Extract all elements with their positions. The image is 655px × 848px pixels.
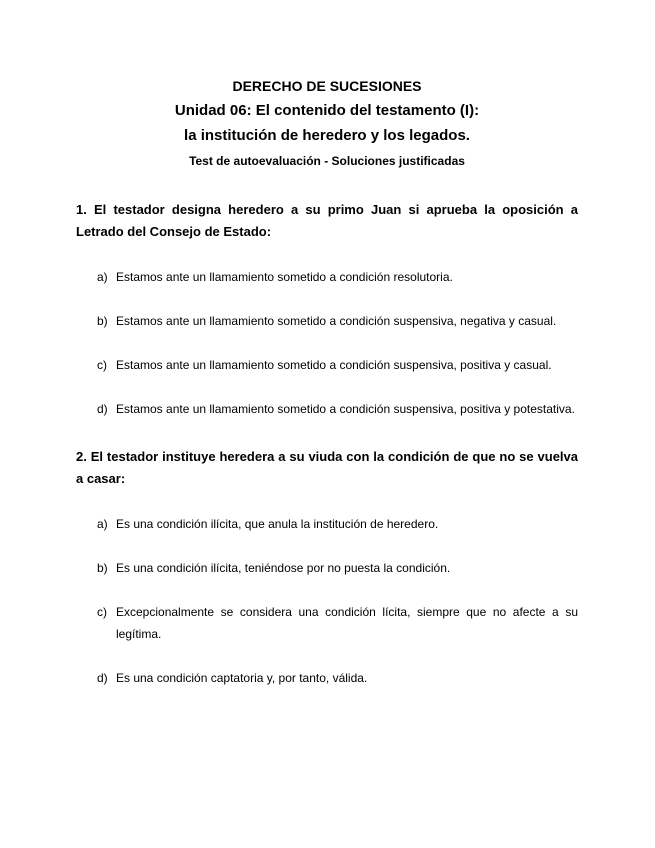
- option-letter: c): [97, 358, 107, 372]
- option-letter: d): [97, 671, 108, 685]
- unit-title: Unidad 06: El contenido del testamento (I):: [174, 102, 480, 119]
- option-text: Es una condición captatoria y, por tanto, válida.: [116, 671, 368, 685]
- option-b: [76, 310, 578, 332]
- question-2: [76, 446, 578, 689]
- option-letter: a): [97, 270, 108, 284]
- options-list: [76, 266, 578, 420]
- option-text: Estamos ante un llamamiento sometido a condición suspensiva, negativa y casual.: [116, 314, 557, 328]
- option-text: Estamos ante un llamamiento sometido a condición suspensiva, positiva y casual.: [116, 358, 552, 372]
- option-text: Excepcionalmente se considera una condición lícita, siempre que no afecte a su legítima.: [116, 605, 578, 641]
- option-c: [76, 354, 578, 376]
- unit-subtitle: la institución de heredero y los legados.: [184, 127, 470, 144]
- option-text: Es una condición ilícita, teniéndose por no puesta la condición.: [116, 561, 451, 575]
- document-title: DERECHO DE SUCESIONES: [232, 78, 422, 94]
- question-1: [76, 199, 578, 420]
- option-letter: b): [97, 314, 108, 328]
- option-letter: c): [97, 605, 107, 619]
- options-list: [76, 513, 578, 689]
- question-text: 1. El testador designa heredero a su primo Juan si aprueba la oposición a Letrado del Consejo de Estado:: [76, 202, 578, 239]
- option-text: Estamos ante un llamamiento sometido a condición resolutoria.: [116, 270, 453, 284]
- option-letter: b): [97, 561, 108, 575]
- document-page: [76, 76, 578, 689]
- option-b: [76, 557, 578, 579]
- question-text: 2. El testador instituye heredera a su viuda con la condición de que no se vuelva a casar:: [76, 449, 578, 486]
- option-letter: d): [97, 402, 108, 416]
- document-header: [76, 76, 578, 170]
- option-text: Es una condición ilícita, que anula la institución de heredero.: [116, 517, 439, 531]
- option-a: [76, 513, 578, 535]
- test-label: Test de autoevaluación - Soluciones justificadas: [189, 154, 465, 168]
- option-c: [76, 601, 578, 645]
- option-letter: a): [97, 517, 108, 531]
- option-d: [76, 667, 578, 689]
- option-d: [76, 398, 578, 420]
- option-text: Estamos ante un llamamiento sometido a condición suspensiva, positiva y potestativa.: [116, 402, 575, 416]
- option-a: [76, 266, 578, 288]
